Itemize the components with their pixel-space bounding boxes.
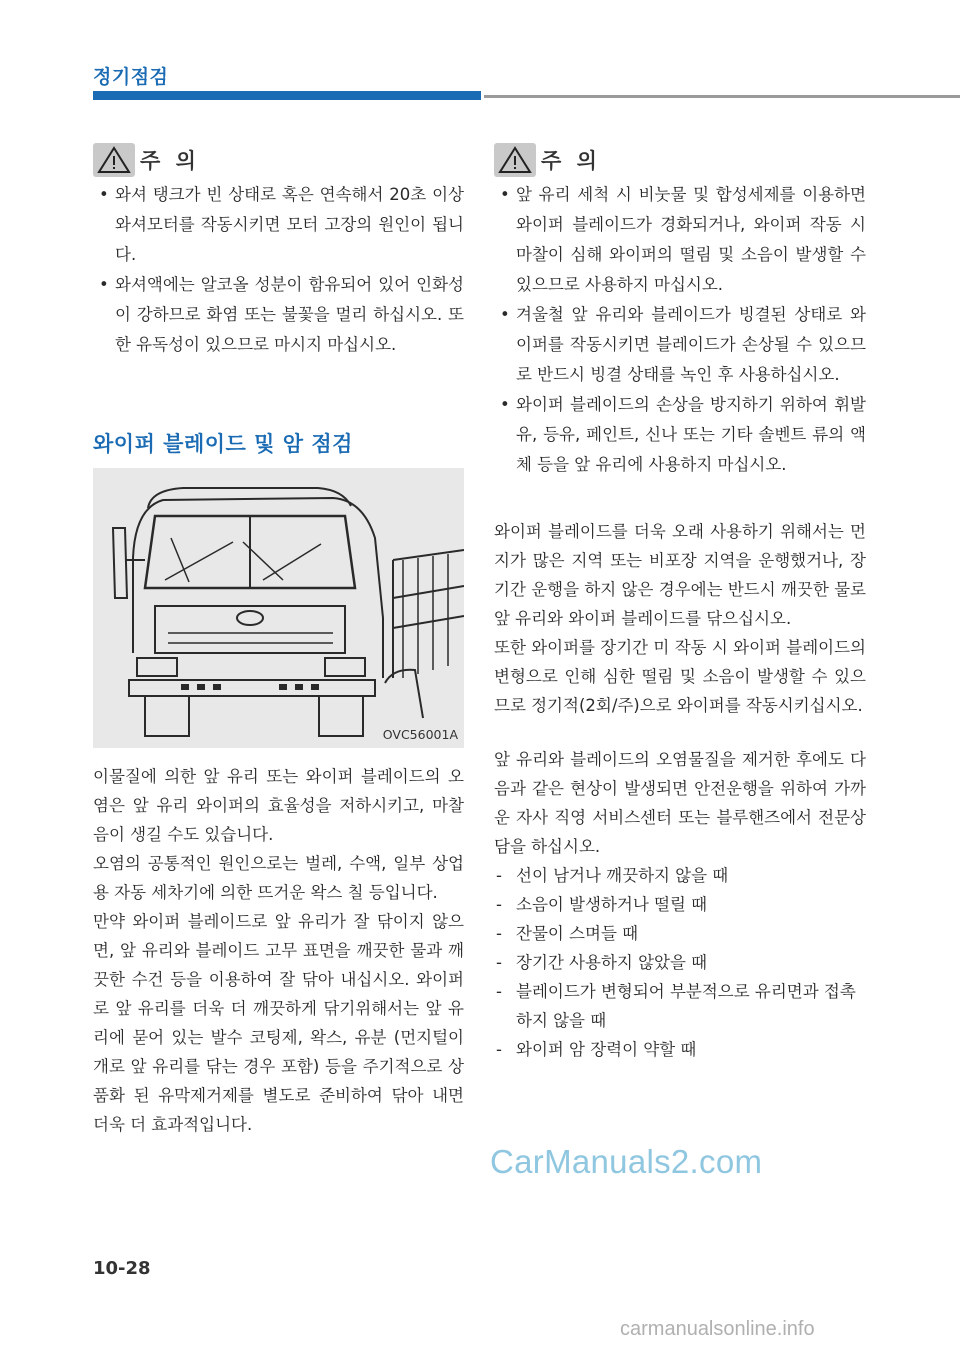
caution-title: 주 의 <box>541 149 601 173</box>
site-credit: carmanualsonline.info <box>620 1318 815 1340</box>
section-heading: 와이퍼 블레이드 및 암 점검 <box>93 432 353 456</box>
list-item: • 겨울철 앞 유리와 블레이드가 빙결된 상태로 와이퍼를 작동시키면 블레이드가 손상될 수 있으므로 반드시 빙결 상태를 녹인 후 사용하십시오. <box>494 300 866 390</box>
list-item: - 소음이 발생하거나 떨릴 때 <box>494 890 866 919</box>
caution-title: 주 의 <box>140 149 200 173</box>
truck-illustration <box>93 468 464 748</box>
symptom-list <box>494 861 866 1064</box>
section-title: 정기점검 <box>93 66 169 88</box>
warning-icon <box>93 143 135 177</box>
paragraph: 또한 와이퍼를 장기간 미 작동 시 와이퍼 블레이드의 변형으로 인해 심한 떨림 및 소음이 발생할 수 있으므로 정기적(2회/주)으로 와이퍼를 작동시키십시오. <box>494 638 866 715</box>
paragraph: 앞 유리와 블레이드의 오염물질을 제거한 후에도 다음과 같은 현상이 발생되면 안전운행을 위하여 가까운 자사 직영 서비스센터 또는 블루핸즈에서 전문상담을 하십시오. <box>494 750 866 856</box>
body-text-right-1 <box>494 517 866 720</box>
caution-list-left <box>93 180 464 360</box>
paragraph: 와이퍼 블레이드를 더욱 오래 사용하기 위해서는 먼지가 많은 지역 또는 비포장 지역을 운행했거나, 장기간 운행을 하지 않은 경우에는 반드시 깨끗한 물로 앞 유리와 와이퍼 블레이드를 닦으십시오. <box>494 522 866 628</box>
caution-box-left <box>93 143 464 177</box>
list-item: • 와셔액에는 알코올 성분이 함유되어 있어 인화성이 강하므로 화염 또는 불꽃을 멀리 하십시오. 또한 유독성이 있으므로 마시지 마십시오. <box>93 270 464 360</box>
caution-box-right <box>494 143 865 177</box>
paragraph: 오염의 공통적인 원인으로는 벌레, 수액, 일부 상업용 자동 세차기에 의한 뜨거운 왁스 칠 등입니다. <box>93 854 464 902</box>
page-number: 10-28 <box>93 1258 151 1279</box>
caution-list-right <box>494 180 866 480</box>
list-item: - 블레이드가 변형되어 부분적으로 유리면과 접촉하지 않을 때 <box>494 977 866 1035</box>
body-text-left <box>93 762 464 1139</box>
paragraph: 만약 와이퍼 블레이드로 앞 유리가 잘 닦이지 않으면, 앞 유리와 블레이드 고무 표면을 깨끗한 물과 깨끗한 수건 등을 이용하여 잘 닦아 내십시오. 와이퍼로 앞 유리를 더욱 더 깨끗하게 닦기위해서는 앞 유리에 묻어 있는 발수 코팅제, 왁스, 유분 (먼지털이개로 앞 유리를 닦는 경우 포함) 등을 주기적으로 상품화 된 유막제거제를 별도로 준비하여 닦아 내면 더욱 더 효과적입니다. <box>93 912 464 1134</box>
body-text-right-2 <box>494 745 866 1064</box>
list-item: - 잔물이 스며들 때 <box>494 919 866 948</box>
warning-icon <box>494 143 536 177</box>
truck-drawing <box>93 468 464 748</box>
paragraph: 이물질에 의한 앞 유리 또는 와이퍼 블레이드의 오염은 앞 유리 와이퍼의 효율성을 저하시키고, 마찰음이 생길 수도 있습니다. <box>93 767 464 844</box>
header-bar-accent <box>93 91 481 100</box>
list-item: - 장기간 사용하지 않았을 때 <box>494 948 866 977</box>
list-item: • 와셔 탱크가 빈 상태로 혹은 연속해서 20초 이상 와셔모터를 작동시키면 모터 고장의 원인이 됩니다. <box>93 180 464 270</box>
list-item: • 와이퍼 블레이드의 손상을 방지하기 위하여 휘발유, 등유, 페인트, 신나 또는 기타 솔벤트 류의 액체 등을 앞 유리에 사용하지 마십시오. <box>494 390 866 480</box>
header-bar-rule <box>484 95 960 98</box>
list-item: - 선이 남거나 깨끗하지 않을 때 <box>494 861 866 890</box>
list-item: - 와이퍼 암 장력이 약할 때 <box>494 1035 866 1064</box>
watermark-text: CarManuals2.com <box>490 1143 763 1180</box>
figure-code: OVC56001A <box>382 727 458 742</box>
list-item: • 앞 유리 세척 시 비눗물 및 합성세제를 이용하면 와이퍼 블레이드가 경화되거나, 와이퍼 작동 시 마찰이 심해 와이퍼의 떨림 및 소음이 발생할 수 있으므로 사용하지 마십시오. <box>494 180 866 300</box>
